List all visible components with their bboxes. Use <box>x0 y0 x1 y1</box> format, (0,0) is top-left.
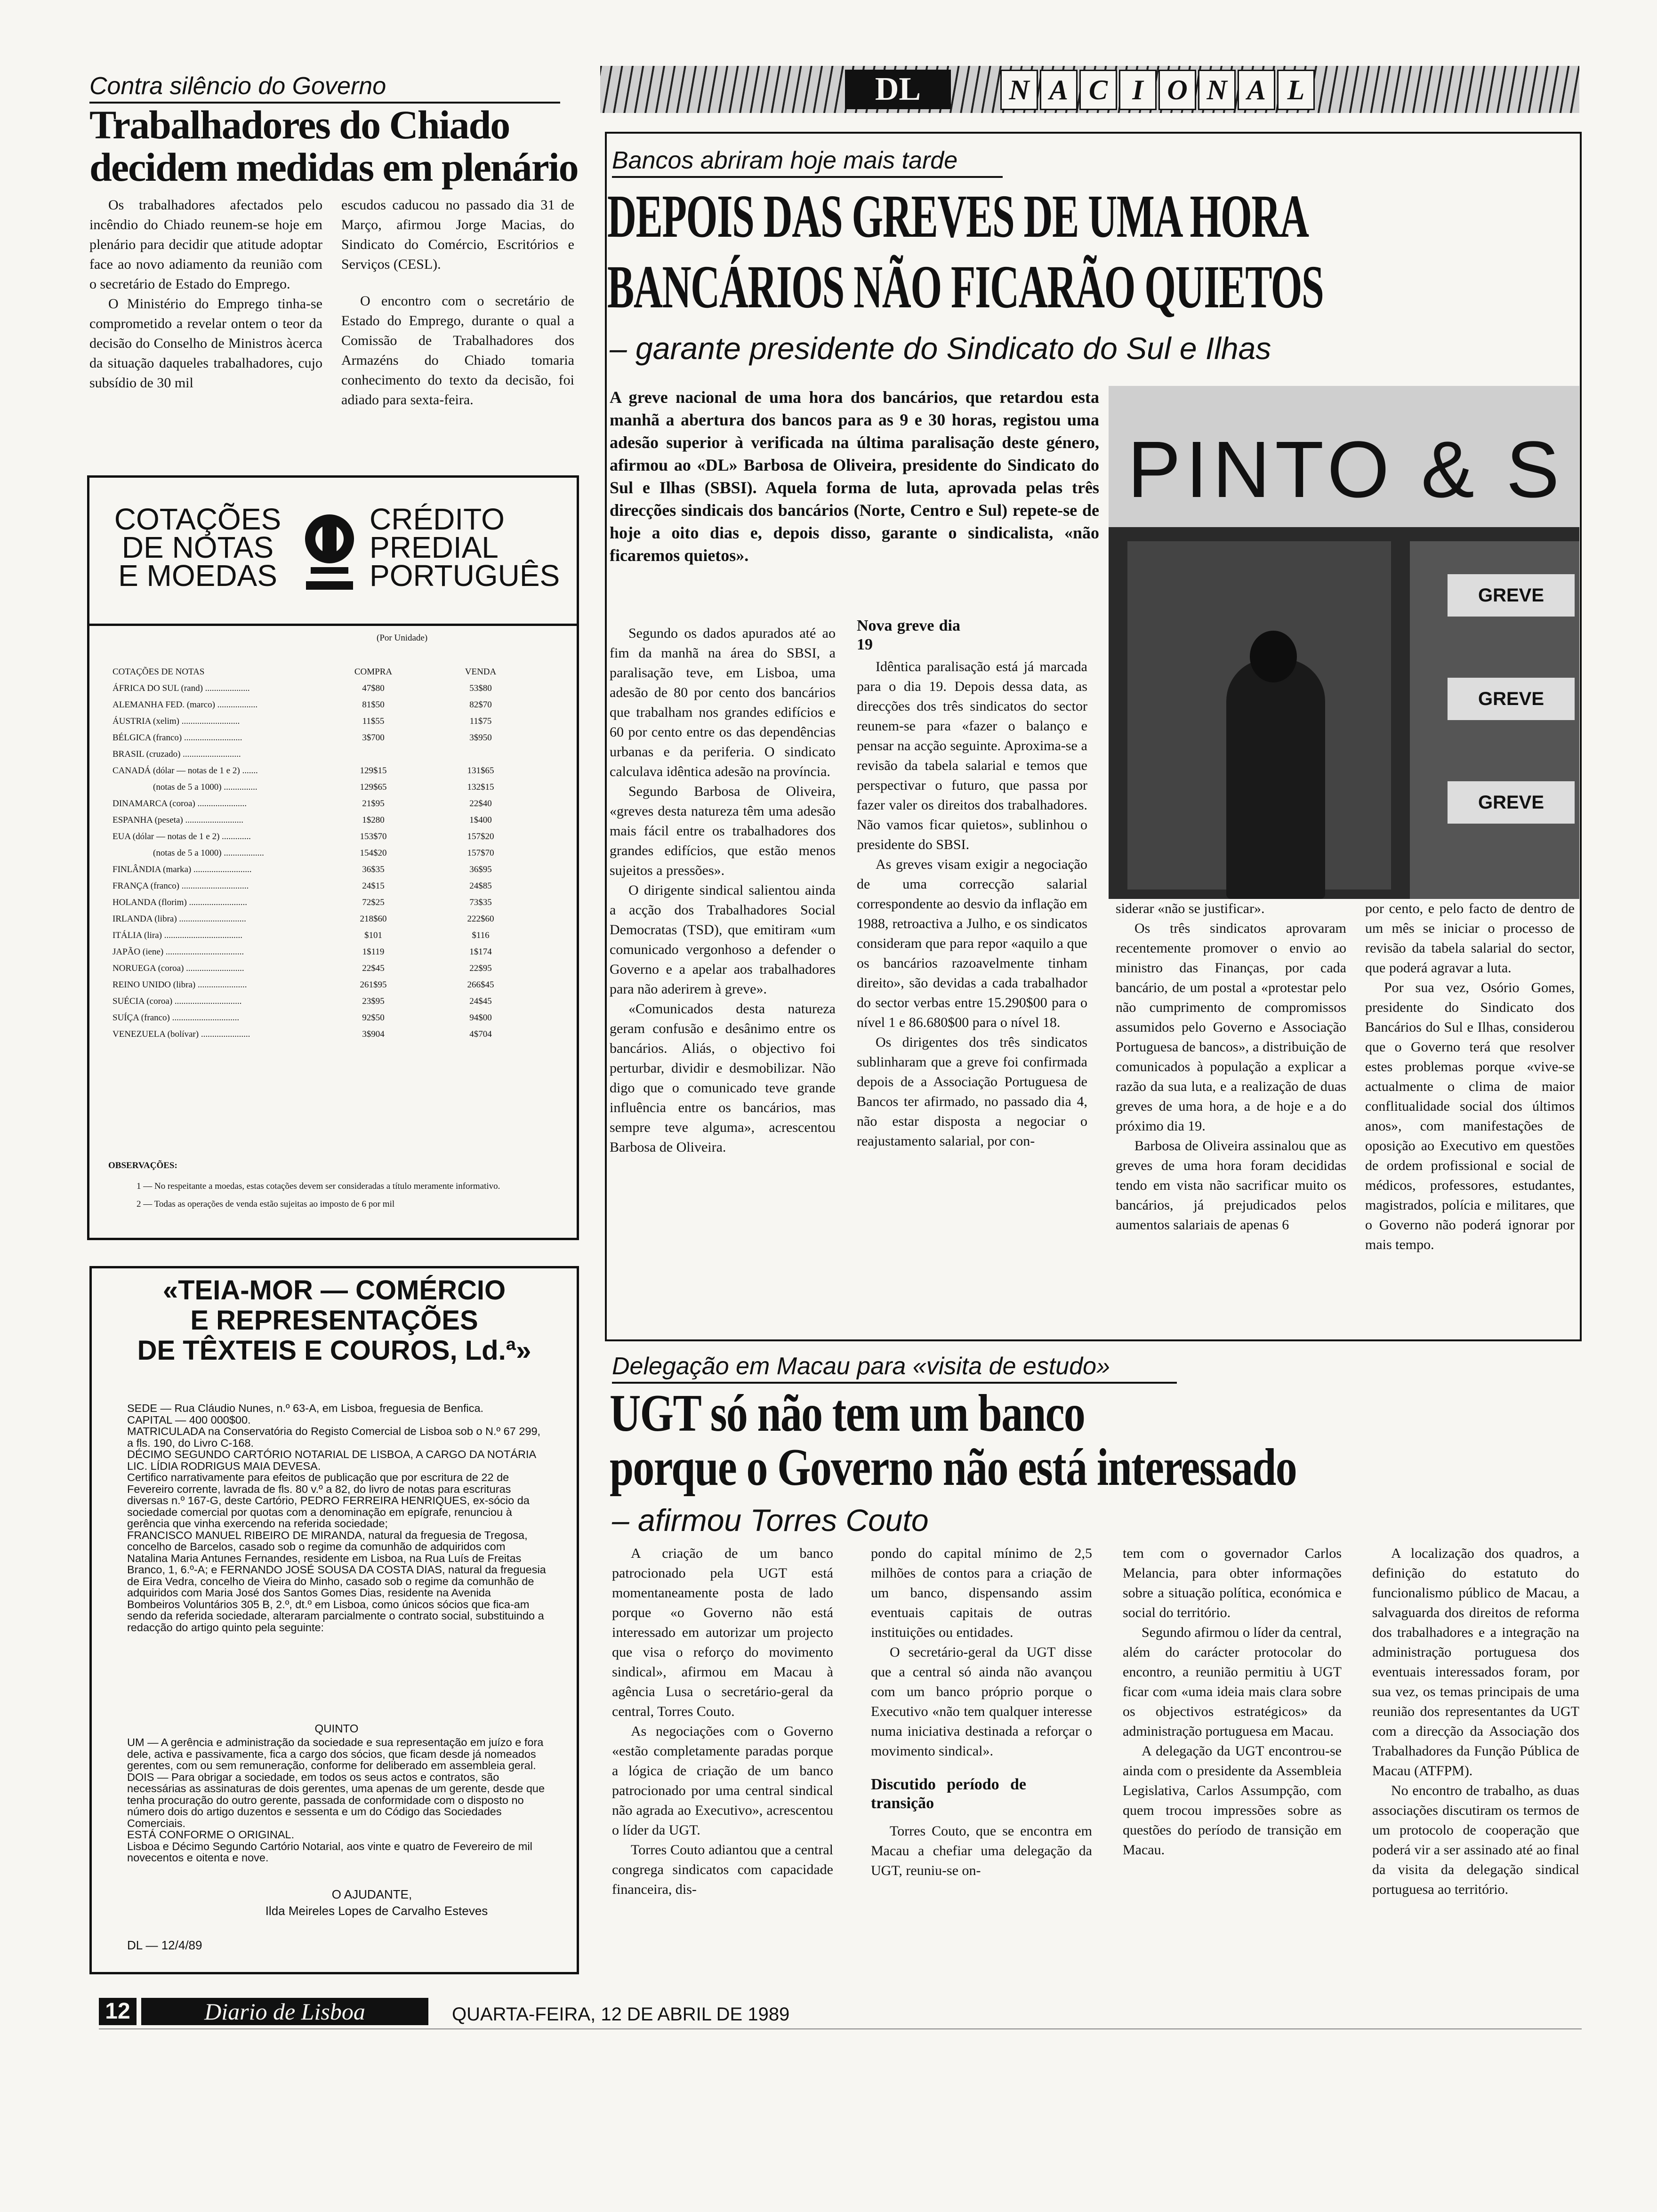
chiado-column-1 <box>89 195 322 393</box>
venda-value: 132$15 <box>467 782 494 792</box>
ugt-headline-1: UGT só não tem um banco <box>610 1384 1085 1443</box>
section-letter: A <box>1238 70 1275 110</box>
paragraph: O dirigente sindical salientou ainda a acção dos Trabalhadores Social Democratas (TSD), que emitiram «um comunicado vergonhoso a defender o Governo e a apelar aos trabalhadores para não aderirem à greve». <box>610 882 836 997</box>
compra-value: 261$95 <box>360 979 387 990</box>
table-row <box>111 845 534 861</box>
compra-value: 1$280 <box>362 815 385 825</box>
paragraph: Segundo os dados apurados até ao fim da manhã na área do SBSI, a paralisação teve, em Lisboa, uma adesão de 80 por cento dos bancários que trabalham nos grandes edifícios e 60 por cento entre os das dependências urbanas e da periferia. O sindicato calculava idêntica adesão na província. <box>610 625 836 779</box>
compra-value: 3$904 <box>362 1029 385 1039</box>
ugt-kicker: Delegação em Macau para «visita de estudo» <box>612 1351 1177 1384</box>
venda-value: 1$174 <box>469 946 492 957</box>
venda-value: 157$70 <box>467 848 494 858</box>
paragraph: Os três sindicatos aprovaram recentemente promover o envio ao ministro das Finanças, por cada bancário, de um postal a «protestar pelo não cumprimento de compromissos assumidos pelo Governo e Associação Portuguesa de bancos», a distribuição de comunicados à população a explicar a razão da sua luta, e a realização de duas greves de uma hora, a de hoje e a do próximo dia 19. <box>1116 921 1346 1134</box>
section-letter: A <box>1040 70 1078 110</box>
teia-title <box>94 1275 574 1366</box>
currency-name: SUÍÇA (franco) .............................. <box>113 1012 240 1023</box>
table-row <box>111 746 534 762</box>
venda-value: 131$65 <box>467 765 494 776</box>
paragraph: A delegação da UGT encontrou-se ainda com o presidente da Assembleia Legislativa, Carlos Assumpção, com quem trocou impressões sobre as questões do período de transição em Macau. <box>1123 1743 1342 1858</box>
cotacoes-unit-note: (Por Unidade) <box>377 633 428 643</box>
venda-value: 222$60 <box>467 914 494 924</box>
currency-name: DINAMARCA (coroa) ...................... <box>113 798 247 809</box>
table-row <box>111 779 534 795</box>
paragraph: Por sua vez, Osório Gomes, presidente do Sindicato dos Bancários do Sul e Ilhas, considerou que o Governo terá que resolver estes problemas porque «vive-se actualmente o clima de maior conflitualidade social dos últimos anos», com manifestações de oposição ao Executivo em questões de ordem profissional e social de médicos, professores, estudantes, magistrados, polícia e militares, que o Governo não poderá ignorar por mais tempo. <box>1365 980 1575 1252</box>
section-label <box>1000 70 1317 109</box>
ugt-column-3 <box>1123 1544 1342 1860</box>
cotacoes-table <box>111 664 534 1042</box>
paragraph: «Comunicados desta natureza geram confusão e desânimo entre os bancários. Aliás, o objectivo foi perturbar, dividir e desmobilizar. Não digo que o comunicado teve grande influência entre os bancários, mas sempre teve alguma», acrescentou Barbosa de Oliveira. <box>610 1001 836 1155</box>
chiado-kicker: Contra silêncio do Governo <box>89 71 560 104</box>
section-letter: O <box>1158 70 1196 110</box>
table-row <box>111 812 534 828</box>
table-row <box>111 944 534 960</box>
venda-value: 157$20 <box>467 831 494 842</box>
compra-value: 81$50 <box>362 699 385 710</box>
currency-name: (notas de 5 a 1000) .................. <box>153 848 264 858</box>
teia-title-line: E REPRESENTAÇÕES <box>190 1305 478 1336</box>
table-row <box>111 828 534 845</box>
section-logo: DL <box>845 70 951 109</box>
section-letter: N <box>1000 70 1038 110</box>
compra-value: 47$80 <box>362 683 385 693</box>
page-number: 12 <box>99 1998 137 2025</box>
obs-title: OBSERVAÇÕES: <box>108 1161 177 1170</box>
currency-name: JAPÃO (iene) ................................... <box>113 946 244 957</box>
venda-value: $116 <box>472 930 490 940</box>
table-row <box>111 795 534 812</box>
venda-value: 53$80 <box>469 683 492 693</box>
currency-name: (notas de 5 a 1000) ............... <box>153 782 257 792</box>
ugt-subhead: – afirmou Torres Couto <box>612 1503 929 1538</box>
venda-value: 11$75 <box>469 716 492 726</box>
table-row <box>111 762 534 779</box>
venda-value: 94$00 <box>469 1012 492 1023</box>
paragraph: O encontro com o secretário de Estado do Emprego, durante o qual a Comissão de Trabalhadores dos Armazéns do Chiado tomaria conhecimento do texto da decisão, foi adiado para sexta-feira. <box>341 293 574 408</box>
photo-sign-text: PINTO & S <box>1127 425 1564 514</box>
table-row <box>111 977 534 993</box>
bancos-column-1 <box>610 624 836 1157</box>
paragraph: A localização dos quadros, a definição do estatuto do funcionalismo público de Macau, a salvaguarda dos direitos de reforma dos trabalhadores e a integração na administração portuguesa dos eventuais interessados foram, por sua vez, os temas principais de uma reunião dos representantes da UGT com a direcção da Associação dos Trabalhadores da Função Pública de Macau (ATFPM). <box>1372 1546 1579 1779</box>
table-row <box>111 680 534 697</box>
teia-body: SEDE — Rua Cláudio Nunes, n.º 63-A, em Lisboa, freguesia de Benfica. CAPITAL — 400 000$00. MATRICULADA na Conservatória do Registo Comercial de Lisboa sob o N.º 67 299, a fls. 190, do Livro C-168. DÉCIMO SEGUNDO CARTÓRIO NOTARIAL DE LISBOA, A CARGO DA NOTÁRIA LIC. LÍDIA RODRIGUS MAIA DEVESA. Certifico narrativamente para efeitos de publicação que por escritura de 22 de Fevereiro corrente, lavrada de fls. 80 v.º a 82, do livro de notas para escrituras diversas n.º 167-G, deste Cartório, PEDRO FERREIRA HENRIQUES, ex-sócio da sociedade comercial por quotas com a denominação em epígrafe, renunciou à gerência que vinha exercendo na referida sociedade; FRANCISCO MANUEL RIBEIRO DE MIRANDA, natural da freguesia de Tregosa, concelho de Barcelos, casado sob o regime da comunhão de adquiridos com Natalina Maria Antunes Fernandes, residente em Lisboa, na Rua Luís de Freitas Branco, 1, 6.º-A; e FERNANDO JOSÉ SOUSA DA COSTA DIAS, natural da freguesia de Eira Vedra, concelho de Vieira do Minho, casado sob o regime da comunhão de adquiridos com Maria José dos Santos Gomes Dias, residente na Avenida Bombeiros Voluntários 305 B, 2.º, dt.º em Lisboa, como únicos sócios que fica-am sendo da referida sociedade, alteraram parcialmente o contrato social, substituindo a redacção do artigo quinto pela seguinte: <box>127 1402 546 1634</box>
bank-logo-icon <box>297 506 362 600</box>
bank-strike-photo <box>1109 386 1579 899</box>
obs-1: 1 — No respeitante a moedas, estas cotações devem ser consideradas a título meramente informativo. <box>137 1181 500 1191</box>
table-row <box>111 861 534 878</box>
venda-value: 22$95 <box>469 963 492 973</box>
compra-value: 22$45 <box>362 963 385 973</box>
obs-2: 2 — Todas as operações de venda estão sujeitas ao imposto de 6 por mil <box>137 1199 395 1209</box>
bank-line: PREDIAL <box>370 530 499 564</box>
bank-line: CRÉDITO <box>370 502 505 536</box>
teia-body-2: UM — A gerência e administração da sociedade e sua representação em juízo e fora dele, activa e passivamente, fica a cargo dos sócios, que ficam desde já nomeados gerentes, com ou sem remuneração, conforme for deliberado em assembleia geral. DOIS — Para obrigar a sociedade, em todos os seus actos e contratos, são necessárias as assinaturas de dois gerentes, uma apenas de um gerente, desde que tenha procuração do outro gerente, passada de conformidade com o disposto no número dois do artigo duzentos e sessenta e um do Código das Sociedades Comerciais. ESTÁ CONFORME O ORIGINAL. Lisboa e Décimo Segundo Cartório Notarial, aos vinte e quatro de Fevereiro de mil novecentos e oitenta e nove. <box>127 1736 545 1864</box>
currency-name: SUÉCIA (coroa) .............................. <box>113 996 242 1006</box>
paragraph: Segundo afirmou o líder da central, além do carácter protocolar do encontro, a reunião permitiu à UGT ficar com «uma ideia mais clara sobre os objectivos estratégicos» da administração portuguesa em Macau. <box>1123 1625 1342 1739</box>
bancos-subheading-nova-greve: Nova greve dia 19 <box>857 617 960 653</box>
currency-name: CANADÁ (dólar — notas de 1 e 2) ....... <box>113 765 258 776</box>
col-header-compra: COMPRA <box>354 666 393 677</box>
paragraph: pondo do capital mínimo de 2,5 milhões de contos para a criação de um banco, dispensando assim eventuais capitais de outras instituições ou entidades. <box>871 1546 1092 1640</box>
cotacoes-observacoes <box>108 1160 532 1210</box>
currency-name: ÁUSTRIA (xelim) .......................... <box>113 716 240 726</box>
table-row <box>111 993 534 1010</box>
paragraph: siderar «não se justificar». <box>1116 901 1265 916</box>
table-row <box>111 927 534 944</box>
cotacoes-header-row <box>111 664 534 680</box>
bancos-column-2 <box>857 617 1087 1151</box>
ugt-headline-2: porque o Governo não está interessado <box>610 1438 1296 1497</box>
currency-name: FINLÂNDIA (marka) .......................... <box>113 864 252 874</box>
venda-value: 1$400 <box>469 815 492 825</box>
venda-value: 24$85 <box>469 881 492 891</box>
table-row <box>111 1010 534 1026</box>
cotacoes-header <box>87 475 579 626</box>
compra-value: 23$95 <box>362 996 385 1006</box>
venda-value <box>427 746 534 762</box>
section-letter: L <box>1277 70 1315 110</box>
paragraph: As greves visam exigir a negociação de uma correcção salarial correspondente ao desvio da inflação em 1988, retroactiva a Julho, e os sindicatos consideram que para repor «aquilo a que os bancários razoavelmente tinham direito», são devidas a cada trabalhador do sector verbas entre 15.290$00 para o nível 1 e 86.680$00 para o nível 18. <box>857 857 1087 1030</box>
currency-name: REINO UNIDO (libra) ...................... <box>113 979 247 990</box>
teia-title-line: «TEIA-MOR — COMÉRCIO <box>162 1275 506 1306</box>
ugt-subheading-transicao: Discutido período de transição <box>871 1776 1026 1812</box>
photo-poster: GREVE <box>1448 574 1575 617</box>
paragraph: por cento, e pelo facto de dentro de um mês se iniciar o processo de revisão da tabela salarial do sector, que poderá agravar a luta. <box>1365 901 1575 976</box>
chiado-headline-1: Trabalhadores do Chiado <box>89 102 510 147</box>
photo-poster: GREVE <box>1448 678 1575 720</box>
chiado-headline-2: decidem medidas em plenário <box>89 144 578 190</box>
paragraph: O secretário-geral da UGT disse que a central só ainda não avançou com um banco próprio porque o Executivo «não tem qualquer interesse numa iniciativa destinada a reforçar o movimento sindical». <box>871 1644 1092 1759</box>
table-row <box>111 911 534 927</box>
teia-signoff-1: O AJUDANTE, <box>331 1887 412 1901</box>
compra-value: 21$95 <box>362 798 385 809</box>
compra-value: 92$50 <box>362 1012 385 1023</box>
currency-name: BRASIL (cruzado) .......................... <box>113 749 241 759</box>
photo-person <box>1226 659 1325 899</box>
currency-name: FRANÇA (franco) .............................. <box>113 881 249 891</box>
bancos-lead: A greve nacional de uma hora dos bancários, que retardou esta manhã a abertura dos bancos para as 9 e 30 horas, registou uma adesão superior à verificada na última paralisação deste género, afirmou ao «DL» Barbosa de Oliveira, presidente do Sindicato do Sul e Ilhas (SBSI). Aquela forma de luta, aprovada pelas três direcções sindicais dos bancários (Norte, Centro e Sul) repete-se de hoje a oito dias e, depois disso, garante o sindicalista, «não ficaremos quietos». <box>610 388 1099 565</box>
teia-title-line: DE TÊXTEIS E COUROS, Ld.ª» <box>137 1335 531 1366</box>
cotacoes-table-wrap <box>111 664 534 1042</box>
paragraph: Os trabalhadores afectados pelo incêndio do Chiado reunem-se hoje em plenário para decidir que atitude adoptar face ao novo adiamento da reunião com o secretário de Estado do Emprego. <box>89 197 322 292</box>
paragraph: A criação de um banco patrocionado pela UGT está momentaneamente posta de lado porque «o Governo não está interessado em autorizar um projecto que visa o reforço do movimento sindical», afirmou em Macau à agência Lusa o secretário-geral da central, Torres Couto. <box>612 1546 833 1719</box>
venda-value: 82$70 <box>469 699 492 710</box>
currency-name: ITÁLIA (lira) ................................... <box>113 930 242 940</box>
bancos-subhead: – garante presidente do Sindicato do Sul e Ilhas <box>610 331 1271 366</box>
section-letter: I <box>1119 70 1157 110</box>
table-row <box>111 729 534 746</box>
teia-signoff-2: Ilda Meireles Lopes de Carvalho Esteves <box>265 1904 488 1918</box>
col-header-venda: VENDA <box>465 666 497 677</box>
table-row <box>111 894 534 911</box>
compra-value: 36$35 <box>362 864 385 874</box>
compra-value: 1$119 <box>362 946 385 957</box>
compra-value: $101 <box>364 930 382 940</box>
section-letter: C <box>1079 70 1117 110</box>
compra-value: 129$15 <box>360 765 387 776</box>
paragraph: escudos caducou no passado dia 31 de Março, afirmou Jorge Macias, do Sindicato do Comércio, Escritórios e Serviços (CESL). <box>341 197 574 272</box>
bank-line: PORTUGUÊS <box>370 559 560 593</box>
paragraph: As negociações com o Governo «estão completamente paradas porque a lógica de criação de um banco patrocionado por uma central sindical não agrada ao Executivo», acrescentou o líder da UGT. <box>612 1723 833 1838</box>
currency-name: NORUEGA (coroa) .......................... <box>113 963 244 973</box>
compra-value: 11$55 <box>362 716 385 726</box>
ugt-column-1 <box>612 1544 833 1899</box>
currency-name: IRLANDA (libra) .............................. <box>113 914 246 924</box>
venda-value: 266$45 <box>467 979 494 990</box>
chiado-column-2 <box>341 195 574 410</box>
compra-value: 218$60 <box>360 914 387 924</box>
bancos-column-4 <box>1365 899 1575 1255</box>
paragraph: Os dirigentes dos três sindicatos sublinharam que a greve foi confirmada depois de a Associação Portuguesa de Bancos ter afirmado, no passado dia 4, não estar disposta a negociar o reajustamento salarial, por con- <box>857 1034 1087 1149</box>
table-row <box>111 960 534 977</box>
compra-value <box>320 746 427 762</box>
currency-name: EUA (dólar — notas de 1 e 2) ............. <box>113 831 251 842</box>
table-row <box>111 697 534 713</box>
compra-value: 129$65 <box>360 782 387 792</box>
venda-value: 24$45 <box>469 996 492 1006</box>
venda-value: 22$40 <box>469 798 492 809</box>
bank-name <box>370 502 577 593</box>
footer-rule <box>99 2028 1582 2029</box>
currency-name: ESPANHA (peseta) .......................... <box>113 815 243 825</box>
bancos-headline-1: DEPOIS DAS GREVES DE UMA HORA <box>607 183 1309 250</box>
footer-paper-name: Diario de Lisboa <box>141 1998 428 2025</box>
compra-value: 24$15 <box>362 881 385 891</box>
paragraph: Torres Couto adiantou que a central congrega sindicatos com capacidade financeira, dis- <box>612 1842 833 1897</box>
cotacoes-title <box>99 502 297 593</box>
currency-name: ALEMANHA FED. (marco) .................. <box>113 699 258 710</box>
paragraph: Idêntica paralisação está já marcada para o dia 19. Depois dessa data, as direcções dos três sindicatos do sector reunem-se para «fazer o balanço e pensar na acção seguinte. Aproxima-se a revisão da tabela salarial e temos que perspectivar o futuro, que passa por fazer valer os direitos dos trabalhadores. Não vamos ficar quietos», sublinhou o presidente do SBSI. <box>857 659 1087 852</box>
teia-quinto: QUINTO <box>314 1723 359 1735</box>
title-line: COTAÇÕES <box>114 502 282 536</box>
currency-name: ÁFRICA DO SUL (rand) .................... <box>113 683 250 693</box>
title-line: E MOEDAS <box>118 559 277 593</box>
ugt-column-4 <box>1372 1544 1579 1899</box>
ugt-column-2 <box>871 1544 1092 1881</box>
title-line: DE NOTAS <box>121 530 274 564</box>
compra-value: 3$700 <box>362 732 385 743</box>
venda-value: 3$950 <box>469 732 492 743</box>
currency-name: VENEZUELA (bolívar) ...................... <box>113 1029 250 1039</box>
compra-value: 153$70 <box>360 831 387 842</box>
paragraph: Torres Couto, que se encontra em Macau a chefiar uma delegação da UGT, reuniu-se on- <box>871 1823 1092 1878</box>
photo-poster: GREVE <box>1448 781 1575 824</box>
venda-value: 36$95 <box>469 864 492 874</box>
compra-value: 154$20 <box>360 848 387 858</box>
table-row <box>111 713 534 729</box>
venda-value: 4$704 <box>469 1029 492 1039</box>
table-row <box>111 878 534 894</box>
compra-value: 72$25 <box>362 897 385 907</box>
section-letter: N <box>1198 70 1236 110</box>
currency-name: HOLANDA (florim) .......................... <box>113 897 248 907</box>
paragraph: No encontro de trabalho, as duas associações discutiram os termos de um protocolo de cooperação que poderá vir a ser assinado até ao final da visita da delegação sindical portuguesa ao território. <box>1372 1783 1579 1897</box>
paragraph: O Ministério do Emprego tinha-se comprometido a revelar ontem o teor da decisão do Conselho de Ministros àcerca da situação daqueles trabalhadores, cujo subsídio de 30 mil <box>89 296 322 391</box>
photo-person-head <box>1250 631 1297 682</box>
footer-date: QUARTA-FEIRA, 12 DE ABRIL DE 1989 <box>452 2004 790 2025</box>
teia-ref: DL — 12/4/89 <box>127 1938 202 1952</box>
bancos-column-3 <box>1116 899 1346 1235</box>
paragraph: Barbosa de Oliveira assinalou que as greves de uma hora foram decididas tendo em vista não sacrificar muito os bancários, já prejudicados pelos aumentos salariais de apenas 6 <box>1116 1138 1346 1233</box>
currency-name: BÉLGICA (franco) .......................... <box>113 732 242 743</box>
table-row <box>111 1026 534 1042</box>
col-header-currency: COTAÇÕES DE NOTAS <box>113 666 205 677</box>
paragraph: Segundo Barbosa de Oliveira, «greves desta natureza têm uma adesão mais fácil entre os trabalhadores dos grandes edifícios, que estão menos sujeitos a pressões». <box>610 784 836 878</box>
bancos-headline-2: BANCÁRIOS NÃO FICARÃO QUIETOS <box>607 253 1324 321</box>
bancos-kicker: Bancos abriram hoje mais tarde <box>612 145 1003 178</box>
paragraph: tem com o governador Carlos Melancia, para obter informações sobre a situação política, económica e social do território. <box>1123 1546 1342 1620</box>
venda-value: 73$35 <box>469 897 492 907</box>
